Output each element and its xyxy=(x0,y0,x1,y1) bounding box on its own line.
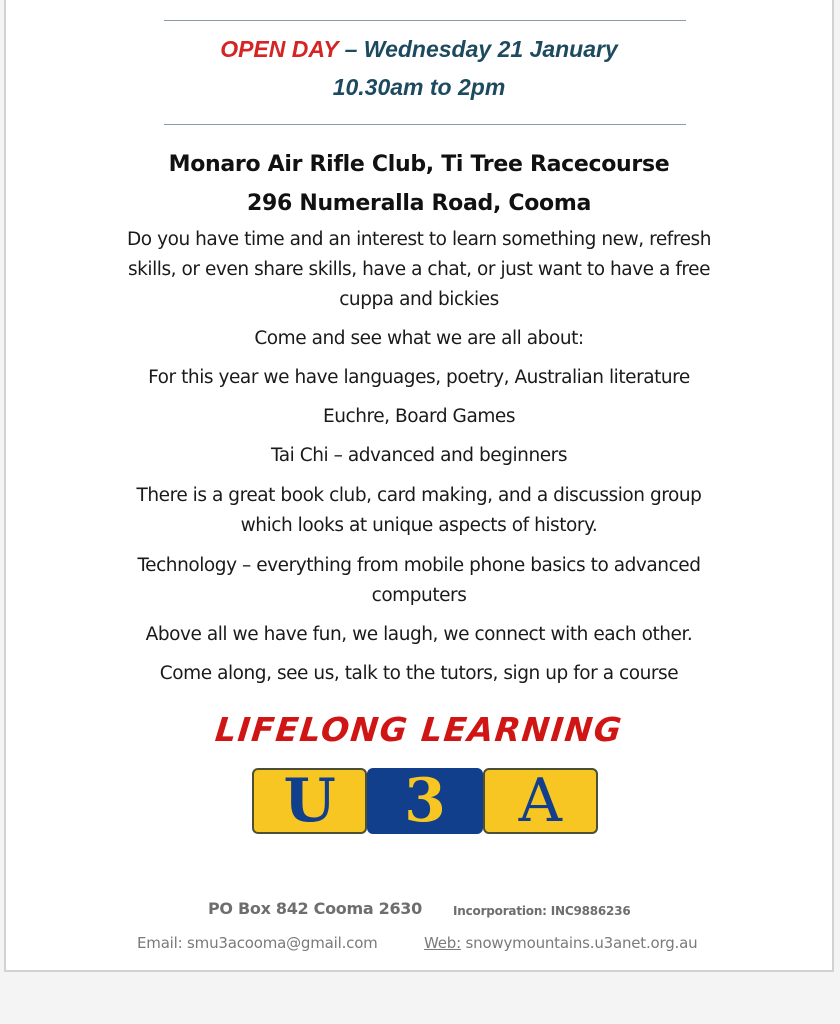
bottom-divider xyxy=(164,124,686,125)
flyer-page xyxy=(4,0,834,972)
top-divider xyxy=(164,20,686,21)
lifelong-learning-slogan: LIFELONG LEARNING xyxy=(213,710,625,749)
open-day-date: – Wednesday 21 January xyxy=(338,36,618,62)
intro-line-3: cuppa and bickies xyxy=(339,289,499,310)
book-club-line-1: There is a great book club, card making, and a discussion group xyxy=(136,485,702,506)
tai-chi-text: Tai Chi – advanced and beginners xyxy=(270,445,568,466)
fun-text: Above all we have fun, we laugh, we connect with each other. xyxy=(145,624,693,645)
incorporation-number: Incorporation: INC9886236 xyxy=(453,904,631,918)
games-text: Euchre, Board Games xyxy=(322,406,516,427)
logo-tile-u: U xyxy=(252,768,367,834)
logo-tile-a: A xyxy=(483,768,598,834)
technology-line-1: Technology – everything from mobile phone basics to advanced xyxy=(137,555,701,576)
venue-name: Monaro Air Rifle Club, Ti Tree Racecourse xyxy=(168,152,670,177)
book-club-line-2: which looks at unique aspects of history. xyxy=(240,515,598,536)
u3a-logo xyxy=(252,768,598,834)
web-label: Web: xyxy=(424,934,461,952)
open-day-headline xyxy=(6,36,832,63)
come-along-text: Come along, see us, talk to the tutors, sign up for a course xyxy=(159,663,679,684)
technology-line-2: computers xyxy=(371,585,467,606)
venue-address: 296 Numeralla Road, Cooma xyxy=(246,191,592,216)
intro-line-1: Do you have time and an interest to learn something new, refresh xyxy=(126,229,711,250)
email-contact[interactable]: Email: smu3acooma@gmail.com xyxy=(137,934,378,952)
website-link[interactable] xyxy=(424,934,697,952)
logo-tile-3: 3 xyxy=(367,768,482,834)
open-day-label: OPEN DAY xyxy=(220,36,339,62)
po-box: PO Box 842 Cooma 2630 xyxy=(208,899,422,918)
come-see-text: Come and see what we are all about: xyxy=(254,328,584,349)
intro-line-2: skills, or even share skills, have a chat, or just want to have a free xyxy=(127,259,711,280)
open-day-time: 10.30am to 2pm xyxy=(332,74,506,100)
web-url: snowymountains.u3anet.org.au xyxy=(460,934,698,952)
this-year-text: For this year we have languages, poetry, Australian literature xyxy=(148,367,690,388)
